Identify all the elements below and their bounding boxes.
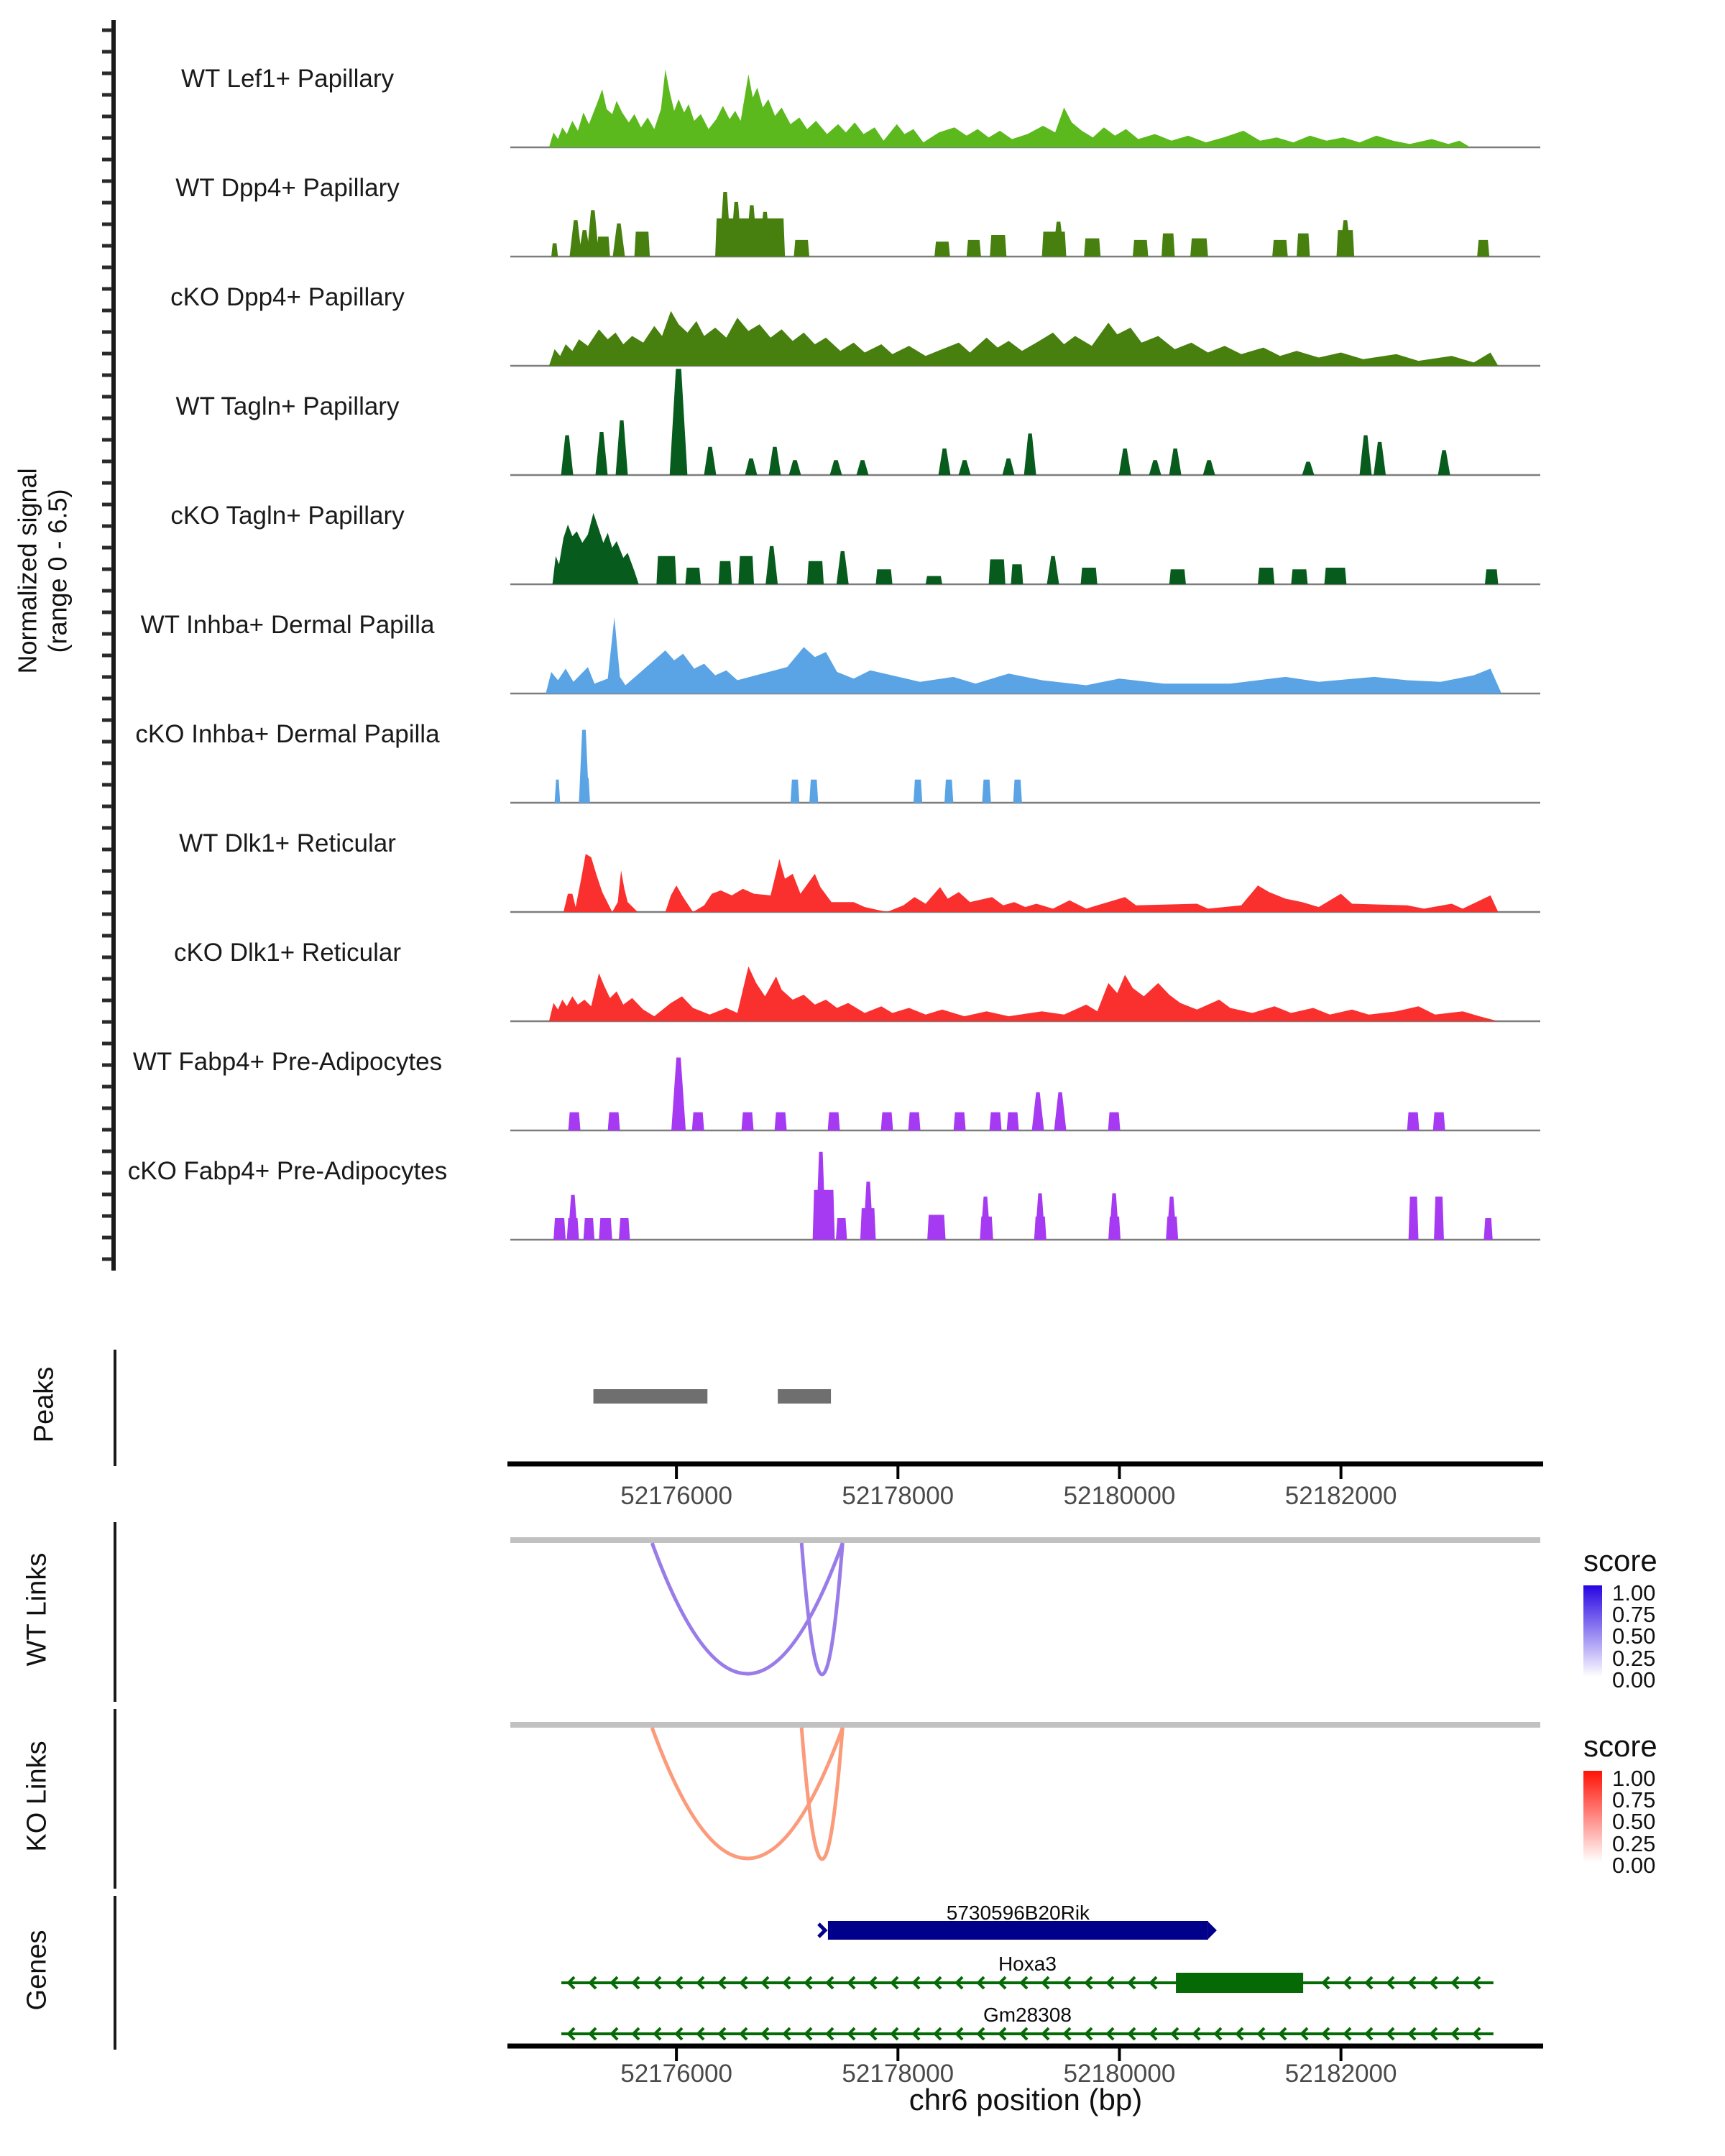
genes-axis-tick-label: 52178000 [842, 2060, 954, 2088]
track-signal-block [927, 1215, 945, 1240]
genes-panel-label: Genes [22, 1930, 52, 2011]
track-signal-block [809, 780, 818, 803]
track-label: WT Lef1+ Papillary [180, 65, 394, 93]
track-signal-block [1433, 1112, 1445, 1130]
track-signal-spike [1032, 1092, 1044, 1130]
peaks-axis-tick-label: 52180000 [1063, 1482, 1176, 1510]
track-signal-block [914, 780, 922, 803]
track-signal-block [990, 1112, 1002, 1130]
track-signal-spike [568, 1195, 578, 1240]
track-signal-spike [561, 436, 574, 475]
track-label: WT Fabp4+ Pre-Adipocytes [132, 1048, 443, 1076]
track-signal-spike [613, 224, 625, 257]
track-signal-spike [1438, 450, 1450, 475]
track-signal-block [828, 1112, 840, 1130]
gene-strand-arrow-icon [1208, 1922, 1217, 1939]
track-signal-block [1258, 568, 1274, 584]
track-signal-block [1325, 568, 1347, 584]
track-signal-block [954, 1112, 966, 1130]
track-signal-area [549, 70, 1471, 148]
track-label: WT Dpp4+ Papillary [175, 174, 400, 202]
track-signal-block [1409, 1197, 1419, 1240]
track-signal-block [1108, 1112, 1121, 1130]
track-signal-block [1007, 1112, 1019, 1130]
gene-name-label: Gm28308 [983, 2004, 1072, 2026]
track-signal-block [982, 780, 990, 803]
track-signal-block [599, 1218, 612, 1240]
track-signal-block [926, 576, 942, 584]
track-signal-block [794, 240, 809, 257]
track-signal-area [564, 854, 1498, 912]
track-signal-spike [765, 546, 778, 584]
track-signal-block [635, 231, 650, 257]
track-signal-block [967, 240, 981, 257]
track-signal-spike [1360, 436, 1372, 475]
track-signal-block [1485, 569, 1498, 584]
score-legend-tick-label: 0.00 [1612, 1852, 1656, 1878]
score-legend-tick-label: 0.25 [1612, 1830, 1656, 1856]
ko-links-panel-label: KO Links [22, 1741, 52, 1852]
track-signal-area [546, 617, 1501, 694]
score-legend-tick-label: 0.50 [1612, 1623, 1656, 1649]
track-signal-spike [704, 447, 716, 475]
track-label: WT Inhba+ Dermal Papilla [140, 611, 435, 639]
gene-strand-arrow-icon [819, 1924, 825, 1937]
track-signal-block [836, 1218, 847, 1240]
track-signal-block [1081, 568, 1098, 584]
track-signal-area [553, 513, 639, 584]
track-signal-spike [1374, 442, 1386, 475]
track-signal-block [619, 1218, 630, 1240]
track-signal-block [989, 559, 1006, 584]
gene-name-label: Hoxa3 [998, 1953, 1057, 1975]
track-signal-block [1297, 234, 1310, 257]
track-signal-block [569, 1112, 581, 1130]
track-signal-block [1190, 239, 1208, 257]
track-signal-spike [1003, 459, 1015, 475]
score-legend-tick-label: 0.50 [1612, 1809, 1656, 1835]
gene-body-box [828, 1921, 1208, 1940]
wt-links-panel-label: WT Links [22, 1552, 52, 1667]
track-signal-block [553, 1218, 566, 1240]
track-signal-block [875, 569, 892, 584]
track-signal-spike [595, 432, 607, 475]
track-signal-block [1084, 239, 1100, 257]
x-axis-title: chr6 position (bp) [908, 2083, 1143, 2116]
genes-axis-tick-label: 52176000 [620, 2060, 732, 2088]
y-axis-label-line2: (range 0 - 6.5) [43, 489, 73, 653]
track-signal-block [692, 1112, 704, 1130]
track-signal-spike [1169, 448, 1182, 475]
track-signal-block [738, 556, 754, 584]
track-signal-spike [586, 210, 599, 257]
score-legend-tick-label: 0.75 [1612, 1787, 1656, 1813]
track-signal-block [908, 1112, 921, 1130]
track-signal-spike [1149, 460, 1162, 475]
track-label: cKO Dpp4+ Papillary [170, 283, 405, 311]
track-signal-spike [670, 369, 688, 475]
track-signal-block [807, 561, 824, 584]
track-signal-block [1013, 780, 1022, 803]
track-signal-block [597, 236, 610, 257]
track-signal-block [1011, 564, 1023, 584]
track-signal-spike [671, 1057, 686, 1130]
track-signal-area [549, 967, 1498, 1021]
score-legend-tick-label: 0.75 [1612, 1602, 1656, 1628]
track-label: cKO Tagln+ Papillary [170, 502, 405, 530]
track-signal-spike [837, 551, 849, 584]
genes-axis-tick-label: 52180000 [1063, 2060, 1176, 2088]
track-signal-block [934, 241, 950, 257]
score-legend-tick-label: 1.00 [1612, 1766, 1656, 1791]
track-signal-spike [789, 460, 801, 475]
track-signal-block [584, 1218, 594, 1240]
track-signal-spike [1302, 462, 1315, 475]
gene-name-label: 5730596B20Rik [946, 1902, 1090, 1924]
track-signal-block [1477, 240, 1489, 257]
wt-links-legend-title: score [1583, 1544, 1657, 1577]
y-axis-label-line1: Normalized signal [12, 468, 42, 674]
track-signal-spike [939, 448, 951, 475]
track-signal-spike [1119, 448, 1131, 475]
track-label: cKO Fabp4+ Pre-Adipocytes [127, 1157, 448, 1185]
track-label: cKO Dlk1+ Reticular [173, 939, 402, 967]
track-signal-spike [857, 460, 869, 475]
track-signal-block [656, 556, 676, 584]
track-signal-block [1162, 234, 1174, 257]
track-signal-spike [1203, 460, 1215, 475]
track-signal-spike [1054, 1092, 1067, 1130]
track-signal-block [1291, 569, 1307, 584]
track-signal-block [791, 780, 799, 803]
score-legend-tick-label: 1.00 [1612, 1580, 1656, 1606]
peaks-axis-tick-label: 52182000 [1284, 1482, 1397, 1510]
track-signal-block [1484, 1218, 1492, 1240]
track-label: WT Dlk1+ Reticular [179, 829, 396, 857]
track-signal-block [1434, 1197, 1444, 1240]
track-signal-block [1169, 569, 1186, 584]
track-signal-block [990, 235, 1006, 257]
genes-axis-tick-label: 52182000 [1284, 2060, 1397, 2088]
track-signal-spike [768, 447, 781, 475]
peak-interval-bar [594, 1389, 708, 1404]
track-signal-area [549, 311, 1498, 366]
track-signal-block [775, 1112, 787, 1130]
track-signal-block [1272, 240, 1288, 257]
track-signal-spike [579, 729, 589, 803]
track-signal-spike [830, 460, 842, 475]
track-signal-spike [616, 420, 628, 475]
score-legend-tick-label: 0.00 [1612, 1667, 1656, 1692]
peaks-axis-tick-label: 52178000 [842, 1482, 954, 1510]
ko-links-legend-title: score [1583, 1729, 1657, 1763]
gene-exon-box [1176, 1973, 1303, 1993]
track-signal-spike [1024, 433, 1036, 475]
track-signal-spike [959, 460, 971, 475]
track-signal-block [719, 561, 732, 584]
track-signal-block [1407, 1112, 1420, 1130]
track-signal-block [1133, 240, 1149, 257]
track-label: cKO Inhba+ Dermal Papilla [135, 720, 440, 748]
track-signal-block [555, 780, 561, 803]
track-signal-block [551, 244, 558, 257]
peaks-axis-tick-label: 52176000 [620, 1482, 732, 1510]
track-label: WT Tagln+ Papillary [175, 392, 400, 420]
track-signal-block [608, 1112, 620, 1130]
track-signal-spike [745, 459, 758, 475]
track-signal-block [685, 568, 701, 584]
track-signal-spike [1047, 556, 1059, 584]
peaks-panel-label: Peaks [29, 1366, 60, 1443]
peak-interval-bar [778, 1389, 831, 1404]
track-signal-block [881, 1112, 893, 1130]
score-legend-tick-label: 0.25 [1612, 1645, 1656, 1671]
track-signal-block [742, 1112, 754, 1130]
track-signal-block [944, 780, 953, 803]
